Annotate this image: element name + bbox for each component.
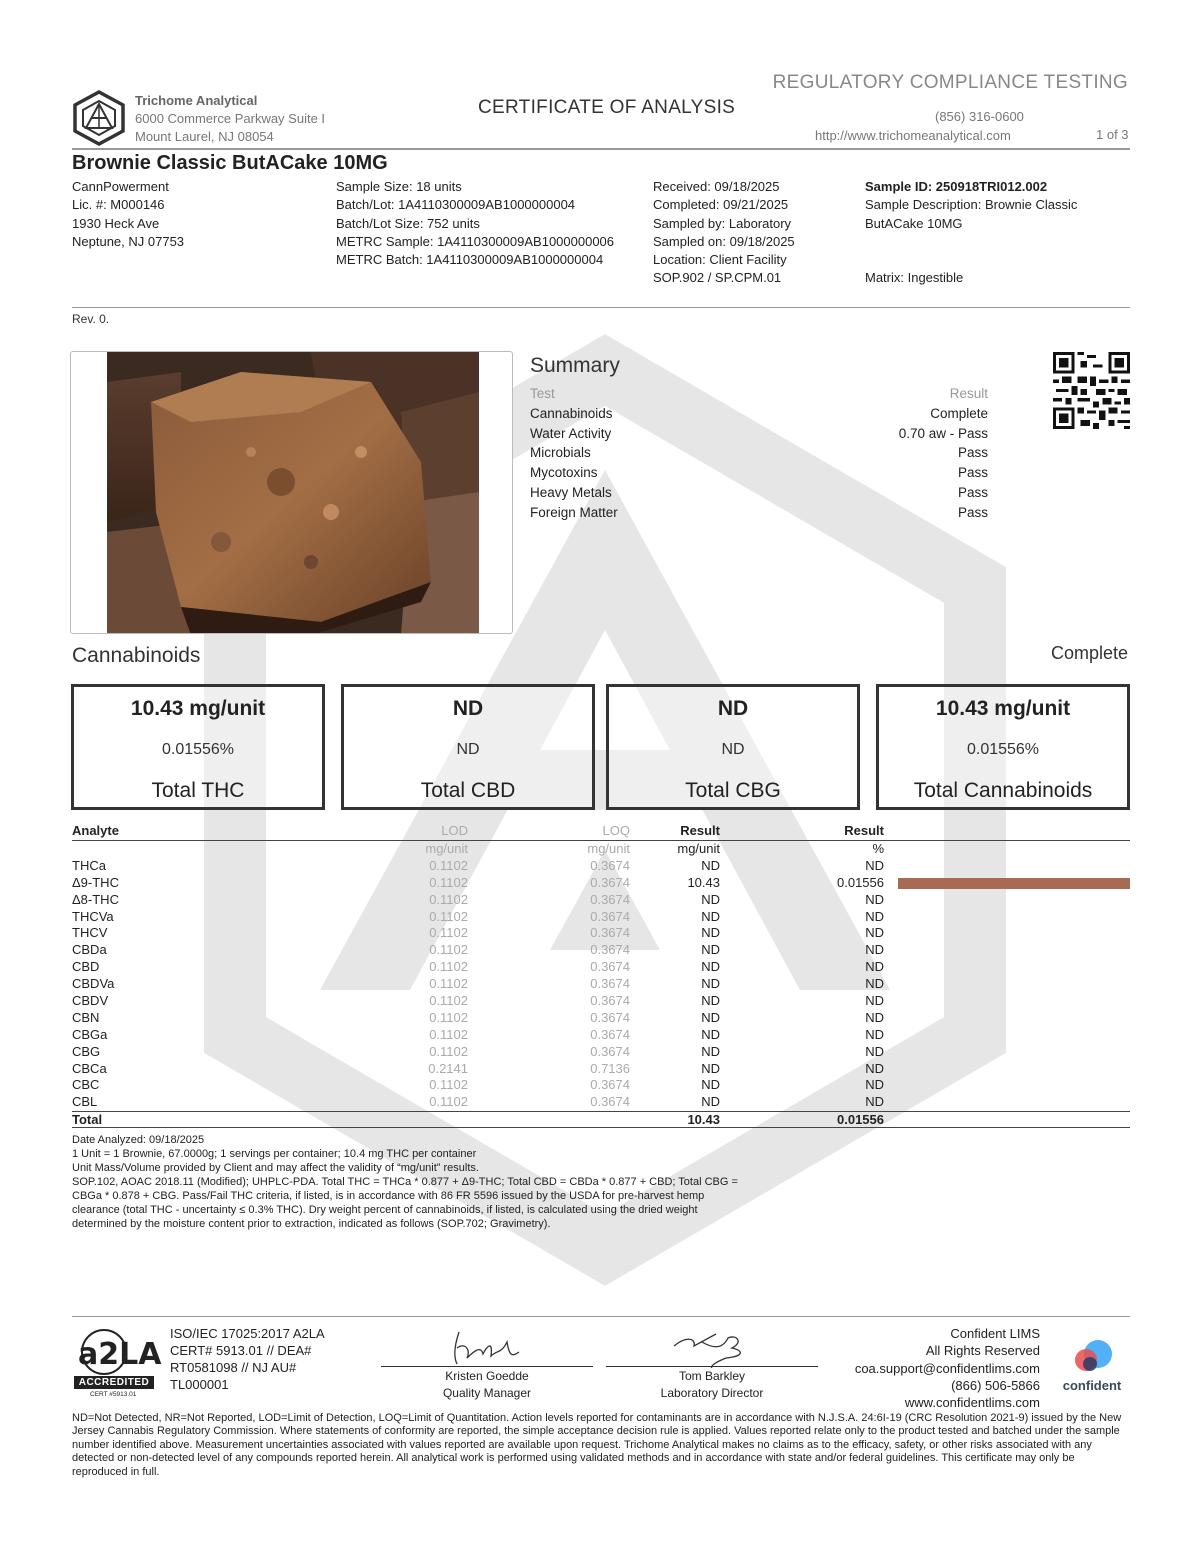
client-street: 1930 Heck Ave xyxy=(72,215,160,231)
analyte-result-pct: ND xyxy=(865,925,884,941)
sample-id-info xyxy=(865,178,1077,288)
sample-description-cont: ButACake 10MG xyxy=(865,215,963,231)
summary-row xyxy=(530,424,988,444)
total-cbg-label: Total CBG xyxy=(685,779,781,802)
brownie-image xyxy=(71,352,513,634)
total-cbd-label: Total CBD xyxy=(420,779,516,802)
analyte-loq: 0.3674 xyxy=(590,993,630,1009)
sampling-sop: SOP.902 / SP.CPM.01 xyxy=(653,270,782,286)
analyte-lod: 0.1102 xyxy=(429,1043,468,1059)
summary-row xyxy=(530,443,988,463)
analyte-loq: 0.3674 xyxy=(590,857,630,873)
analyte-result-mg: ND xyxy=(701,976,720,992)
summary-result: Pass xyxy=(957,504,988,520)
summary-header-row xyxy=(530,384,988,404)
total-cbg-box xyxy=(606,684,860,810)
analyte-lod: 0.1102 xyxy=(429,857,468,873)
summary-test: Heavy Metals xyxy=(530,484,612,500)
sample-matrix: Matrix: Ingestible xyxy=(865,270,964,286)
col-analyte: Analyte xyxy=(72,823,119,838)
analyte-result-pct: ND xyxy=(865,959,884,975)
signer2-name: Tom Barkley xyxy=(606,1366,818,1385)
table-row xyxy=(72,925,1130,942)
unit-result-pct: % xyxy=(872,841,884,856)
analyte-lod: 0.1102 xyxy=(429,1077,468,1093)
unit-result-mg: mg/unit xyxy=(677,841,720,856)
a2la-accredited-logo xyxy=(72,1326,162,1402)
note-line: determined by the moisture content prior to extraction, indicated as follows (SOP.702; Gravimetry). xyxy=(72,1218,551,1230)
analyte-result-mg: 10.43 xyxy=(687,874,720,890)
analyte-result-pct: ND xyxy=(865,1009,884,1025)
accreditation-line: ISO/IEC 17025:2017 A2LA xyxy=(170,1326,325,1341)
analyte-name: Δ9-THC xyxy=(72,874,119,890)
analyte-loq: 0.3674 xyxy=(590,942,630,958)
analyte-result-pct: ND xyxy=(865,1077,884,1093)
signer1-title: Quality Manager xyxy=(442,1386,532,1400)
summary-test: Water Activity xyxy=(530,425,612,441)
analyte-lod: 0.2141 xyxy=(428,1060,468,1076)
sample-id: Sample ID: 250918TRI012.002 xyxy=(865,179,1048,194)
sample-size: Sample Size: 18 units xyxy=(336,179,462,194)
total-cannabinoids-box xyxy=(876,684,1130,810)
summary-row xyxy=(530,463,988,483)
analyte-loq: 0.3674 xyxy=(590,874,630,890)
svg-text:a2LA: a2LA xyxy=(78,1337,162,1372)
table-row xyxy=(72,1077,1130,1094)
confident-logo xyxy=(1056,1338,1128,1398)
dates-info xyxy=(653,178,795,288)
lims-name: Confident LIMS xyxy=(950,1326,1040,1341)
analyte-name: CBGa xyxy=(72,1026,108,1042)
accredited-banner: ACCREDITED xyxy=(74,1376,154,1389)
total-cannabinoids-label: Total Cannabinoids xyxy=(913,779,1093,802)
lims-website-link[interactable]: www.confidentlims.com xyxy=(904,1395,1040,1411)
lab-phone: (856) 316-0600 xyxy=(935,109,1024,124)
lims-rights: All Rights Reserved xyxy=(925,1343,1040,1359)
analyte-name: CBCa xyxy=(72,1060,107,1076)
analyte-lod: 0.1102 xyxy=(429,942,468,958)
analyte-name: CBDVa xyxy=(72,976,115,992)
table-row xyxy=(72,1010,1130,1027)
table-row xyxy=(72,976,1130,993)
a2la-emblem-icon xyxy=(72,1326,162,1378)
note-line: Unit Mass/Volume provided by Client and may affect the validity of “mg/unit” results. xyxy=(72,1162,479,1174)
analyte-lod: 0.1102 xyxy=(429,993,468,1009)
analyte-loq: 0.3674 xyxy=(590,1009,630,1025)
analyte-loq: 0.3674 xyxy=(590,1026,630,1042)
analyte-name: THCVa xyxy=(72,908,114,924)
analyte-result-pct: ND xyxy=(865,1094,884,1110)
total-cbg-mg: ND xyxy=(717,697,749,720)
analyte-result-pct: ND xyxy=(865,1026,884,1042)
analyte-name: CBC xyxy=(72,1077,100,1093)
signer1-name: Kristen Goedde xyxy=(381,1366,593,1385)
analyte-loq: 0.3674 xyxy=(590,925,630,941)
table-row xyxy=(72,1027,1130,1044)
result-bar xyxy=(898,878,1130,889)
analyte-lod: 0.1102 xyxy=(429,908,468,924)
analyte-result-mg: ND xyxy=(701,959,720,975)
client-city: Neptune, NJ 07753 xyxy=(72,233,185,249)
note-line: clearance (total THC - uncertainty ≤ 0.3% THC). Dry weight percent of cannabinoids, if listed, is calculated using the dried weight xyxy=(72,1204,698,1216)
analyte-loq: 0.7136 xyxy=(590,1060,630,1076)
analyte-loq: 0.3674 xyxy=(590,1094,630,1110)
analyte-lod: 0.1102 xyxy=(429,1026,468,1042)
analyte-name: THCa xyxy=(72,857,106,873)
table-row xyxy=(72,1061,1130,1078)
sample-location: Location: Client Facility xyxy=(653,252,787,268)
analyte-name: CBN xyxy=(72,1009,100,1025)
cannabinoids-status: Complete xyxy=(1050,643,1128,663)
metrc-sample: METRC Sample: 1A4110300009AB1000000006 xyxy=(336,233,615,249)
total-thc-mg: 10.43 mg/unit xyxy=(130,697,266,720)
footer-divider xyxy=(72,1316,1130,1317)
summary-result: 0.70 aw - Pass xyxy=(898,425,988,441)
table-row xyxy=(72,875,1130,892)
analyte-result-pct: ND xyxy=(865,908,884,924)
client-info xyxy=(72,178,184,251)
analyte-loq: 0.3674 xyxy=(590,1043,630,1059)
trichome-logo-icon xyxy=(72,90,126,146)
total-cbd-pct: ND xyxy=(456,741,480,758)
table-row xyxy=(72,1094,1130,1111)
summary-result: Complete xyxy=(930,405,988,421)
analysis-notes xyxy=(72,1133,832,1231)
summary-test: Mycotoxins xyxy=(530,465,598,481)
summary-col-test: Test xyxy=(530,386,555,401)
product-title: Brownie Classic ButACake 10MG xyxy=(72,152,388,174)
analyte-lod: 0.1102 xyxy=(429,976,468,992)
table-row xyxy=(72,1044,1130,1061)
analyte-result-pct: ND xyxy=(865,1043,884,1059)
analyte-result-mg: ND xyxy=(701,925,720,941)
total-cannabinoids-mg: 10.43 mg/unit xyxy=(935,697,1071,720)
analyte-name: CBDV xyxy=(72,993,109,1009)
analyte-loq: 0.3674 xyxy=(590,908,630,924)
analyte-loq: 0.3674 xyxy=(590,891,630,907)
sample-info xyxy=(336,178,614,269)
analyte-name: CBL xyxy=(72,1094,98,1110)
confident-wordmark: confident xyxy=(1062,1378,1122,1393)
analyte-result-mg: ND xyxy=(701,1060,720,1076)
analyte-name: THCV xyxy=(72,925,108,941)
table-row xyxy=(72,959,1130,976)
total-cbd-mg: ND xyxy=(452,697,484,720)
accreditation-line: CERT# 5913.01 // DEA# xyxy=(170,1343,312,1358)
col-lod: LOD xyxy=(441,823,468,838)
table-row xyxy=(72,858,1130,875)
lims-phone: (866) 506-5866 xyxy=(951,1377,1040,1393)
signer2-title: Laboratory Director xyxy=(660,1386,764,1400)
accreditation-info xyxy=(170,1325,325,1393)
analyte-result-mg: ND xyxy=(701,942,720,958)
analyte-name: CBG xyxy=(72,1043,101,1059)
analyte-lod: 0.1102 xyxy=(429,1009,468,1025)
confident-emblem-icon xyxy=(1056,1338,1128,1378)
total-label: Total xyxy=(72,1112,103,1128)
analyte-result-mg: ND xyxy=(701,1043,720,1059)
document-title: CERTIFICATE OF ANALYSIS xyxy=(478,97,736,118)
analyte-result-mg: ND xyxy=(701,1009,720,1025)
analyte-name: CBD xyxy=(72,959,100,975)
cannabinoids-title: Cannabinoids xyxy=(72,644,201,667)
lab-address-line2: Mount Laurel, NJ 08054 xyxy=(135,129,274,144)
analyte-units-row xyxy=(72,841,1130,858)
analyte-result-pct: ND xyxy=(865,942,884,958)
analyte-header-row xyxy=(72,823,1130,841)
signature-lab-director xyxy=(606,1328,818,1402)
analyte-lod: 0.1102 xyxy=(429,874,468,890)
accreditation-line: RT0581098 // NJ AU# xyxy=(170,1360,297,1375)
note-line: 1 Unit = 1 Brownie, 67.0000g; 1 servings per container; 10.4 mg THC per container xyxy=(72,1148,477,1160)
lab-name: Trichome Analytical xyxy=(135,93,258,108)
lims-info xyxy=(855,1325,1040,1411)
analyte-result-mg: ND xyxy=(701,891,720,907)
lab-address-line1: 6000 Commerce Parkway Suite I xyxy=(135,111,326,126)
analyte-result-mg: ND xyxy=(701,993,720,1009)
analyte-result-mg: ND xyxy=(701,857,720,873)
note-line: Date Analyzed: 09/18/2025 xyxy=(72,1134,205,1146)
analyte-lod: 0.1102 xyxy=(429,925,468,941)
analyte-loq: 0.3674 xyxy=(590,1077,630,1093)
analyte-result-pct: ND xyxy=(865,993,884,1009)
analyte-result-pct: ND xyxy=(865,976,884,992)
received-date: Received: 09/18/2025 xyxy=(653,179,780,194)
summary-result: Pass xyxy=(957,445,988,461)
analyte-result-pct: ND xyxy=(865,857,884,873)
info-divider xyxy=(72,307,1130,308)
total-thc-pct: 0.01556% xyxy=(161,741,235,758)
total-pct: 0.01556 xyxy=(837,1112,884,1128)
total-thc-box xyxy=(71,684,325,810)
summary-result: Pass xyxy=(957,484,988,500)
batch-lot: Batch/Lot: 1A4110300009AB1000000004 xyxy=(336,197,576,213)
signature-mark-icon xyxy=(441,1328,531,1368)
analyte-result-mg: ND xyxy=(701,908,720,924)
col-result-mg: Result xyxy=(680,823,720,838)
col-loq: LOQ xyxy=(602,823,630,838)
total-mg: 10.43 xyxy=(687,1112,720,1128)
summary-col-result: Result xyxy=(949,386,988,401)
summary-title: Summary xyxy=(530,354,620,377)
analyte-name: Δ8-THC xyxy=(72,891,119,907)
analyte-total-row xyxy=(72,1111,1130,1128)
header-divider xyxy=(72,148,1130,150)
summary-row xyxy=(530,503,988,523)
total-cannabinoids-pct: 0.01556% xyxy=(966,741,1040,758)
analyte-loq: 0.3674 xyxy=(590,976,630,992)
total-cbd-box xyxy=(341,684,595,810)
analyte-lod: 0.1102 xyxy=(429,891,468,907)
analyte-result-mg: ND xyxy=(701,1094,720,1110)
qr-code-icon[interactable] xyxy=(1053,352,1130,429)
regulatory-title: REGULATORY COMPLIANCE TESTING xyxy=(772,72,1128,93)
accreditation-line: TL000001 xyxy=(170,1377,229,1392)
analyte-result-pct: 0.01556 xyxy=(837,874,884,890)
table-row xyxy=(72,942,1130,959)
signature-quality-manager xyxy=(381,1328,593,1402)
analyte-result-pct: ND xyxy=(865,1060,884,1076)
summary-result: Pass xyxy=(957,465,988,481)
sampled-by: Sampled by: Laboratory xyxy=(653,215,792,231)
analyte-result-mg: ND xyxy=(701,1026,720,1042)
a2la-cert-number: CERT #5913.01 xyxy=(90,1391,137,1398)
note-line: SOP.102, AOAC 2018.11 (Modified); UHPLC-PDA. Total THC = THCa * 0.877 + Δ9-THC; Total CBD = CBDa * 0.877 + CBD; Total CBG = xyxy=(72,1176,738,1188)
completed-date: Completed: 09/21/2025 xyxy=(653,197,789,213)
lab-website-link[interactable]: http://www.trichomeanalytical.com xyxy=(815,128,1011,143)
analyte-rows xyxy=(72,858,1130,1111)
sampled-on: Sampled on: 09/18/2025 xyxy=(653,233,795,249)
table-row xyxy=(72,993,1130,1010)
summary-row xyxy=(530,483,988,503)
analyte-result-pct: ND xyxy=(865,891,884,907)
table-row xyxy=(72,892,1130,909)
sample-description: Sample Description: Brownie Classic xyxy=(865,197,1078,213)
analyte-result-mg: ND xyxy=(701,1077,720,1093)
summary-test: Foreign Matter xyxy=(530,504,618,520)
note-line: CBGa * 0.878 + CBG. Pass/Fail THC criteria, if listed, is in accordance with 86 FR 5596 issued by the USDA for pre-harvest hemp xyxy=(72,1190,705,1202)
page-number: 1 of 3 xyxy=(1096,127,1129,142)
product-photo xyxy=(70,351,513,634)
analyte-lod: 0.1102 xyxy=(429,1094,468,1110)
unit-loq: mg/unit xyxy=(587,841,630,856)
client-name: CannPowerment xyxy=(72,179,169,194)
lab-contact xyxy=(135,92,325,146)
client-license: Lic. #: M000146 xyxy=(72,197,165,213)
lims-email-link[interactable]: coa.support@confidentlims.com xyxy=(854,1360,1040,1376)
summary-row xyxy=(530,404,988,424)
batch-lot-size: Batch/Lot Size: 752 units xyxy=(336,215,480,231)
col-result-pct: Result xyxy=(844,823,884,838)
total-thc-label: Total THC xyxy=(151,779,245,802)
table-row xyxy=(72,909,1130,926)
signature-mark-icon xyxy=(666,1328,766,1368)
analyte-loq: 0.3674 xyxy=(590,959,630,975)
revision-label: Rev. 0. xyxy=(72,312,110,326)
unit-lod: mg/unit xyxy=(425,841,468,856)
summary-test: Cannabinoids xyxy=(530,405,613,421)
analyte-name: CBDa xyxy=(72,942,107,958)
analyte-table xyxy=(72,823,1130,1128)
summary-table xyxy=(530,384,988,523)
analyte-lod: 0.1102 xyxy=(429,959,468,975)
metrc-batch: METRC Batch: 1A4110300009AB1000000004 xyxy=(336,252,604,268)
disclaimer-text: ND=Not Detected, NR=Not Reported, LOD=Limit of Detection, LOQ=Limit of Quantitation. Action levels reported for contaminants are in accordance with N.J.S.A. 24:6I-19 (CRC Resolution 2021-9) issued by the New Jersey Cannabis Regulatory Commission. Where statements of conformity are reported, the simple acceptance decision rule is applied. Values reported relate only to the product tested and batched under the sample number identified above. Measurement uncertainties associated with values reported are available upon request. Trichome Analytical makes no claims as to the efficacy, safety, or other risks associated with any detected or non-detected level of any compounds reported herein. All analytical work is performed using validated methods and in accordance with state and/or federal guidelines. This certificate may only be reproduced in full. xyxy=(72,1412,1122,1478)
summary-test: Microbials xyxy=(530,445,591,461)
total-cbg-pct: ND xyxy=(721,741,745,758)
